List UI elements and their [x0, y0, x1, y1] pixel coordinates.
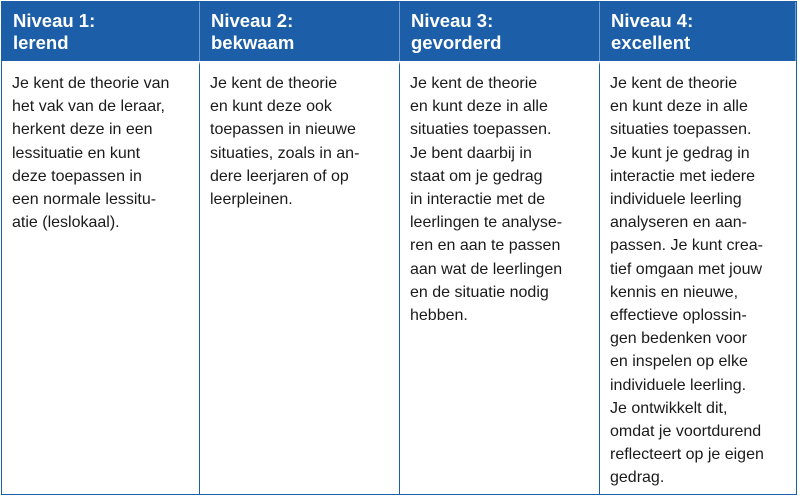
- header-niveau-4: [600, 2, 796, 61]
- body-line: interactie met iedere: [610, 167, 755, 185]
- body-line: en kunt deze in alle: [610, 98, 748, 116]
- body-line: een normale lessitu-: [12, 191, 157, 209]
- header-niveau-3: [400, 2, 600, 61]
- body-line: deze toepassen in: [12, 167, 142, 185]
- body-line: in interactie met de: [410, 191, 546, 209]
- body-line: dere leerjaren of op: [210, 167, 349, 185]
- body-line: lessituatie en kunt: [12, 144, 141, 162]
- header-niveau-4-name: excellent: [611, 32, 691, 53]
- body-line: gen bedenken voor: [610, 330, 747, 348]
- header-niveau-2: [200, 2, 400, 61]
- body-line: hebben.: [410, 307, 468, 325]
- levels-grid: [2, 2, 796, 494]
- body-line: Je kent de theorie: [210, 75, 338, 92]
- body-line: Je ontwikkelt dit,: [610, 399, 728, 417]
- body-line: individuele leerling.: [610, 376, 747, 394]
- body-line: Je kent de theorie: [610, 75, 738, 92]
- body-line: situaties, zoals in an-: [210, 144, 360, 162]
- levels-table: [1, 1, 797, 495]
- body-line: Je kent de theorie van: [12, 75, 170, 92]
- body-line: individuele leerling: [610, 191, 742, 209]
- body-line: kennis en nieuwe,: [610, 283, 739, 301]
- body-niveau-3: [400, 61, 600, 494]
- body-line: Je kent de theorie: [410, 75, 538, 92]
- header-niveau-3-label: Niveau 3:: [411, 10, 494, 31]
- body-line: analyseren en aan-: [610, 214, 747, 232]
- body-line: en de situatie nodig: [410, 283, 549, 301]
- body-line: ren en aan te passen: [410, 237, 561, 255]
- header-niveau-2-label: Niveau 2:: [211, 10, 294, 31]
- body-line: atie (leslokaal).: [12, 214, 120, 232]
- header-niveau-1-label: Niveau 1:: [13, 10, 96, 31]
- header-niveau-4-label: Niveau 4:: [611, 10, 694, 31]
- body-line: het vak van de leraar,: [12, 98, 165, 116]
- header-niveau-1-name: lerend: [13, 32, 69, 53]
- body-line: staat om je gedrag: [410, 167, 543, 185]
- body-niveau-2: [200, 61, 400, 494]
- header-niveau-1: [2, 2, 200, 61]
- body-line: leerlingen te analyse-: [410, 214, 563, 232]
- header-niveau-3-name: gevorderd: [411, 32, 502, 53]
- body-line: effectieve oplossin-: [610, 307, 747, 325]
- body-line: herkent deze in een: [12, 121, 153, 139]
- body-line: Je kunt je gedrag in: [610, 144, 750, 162]
- body-niveau-1: [2, 61, 200, 494]
- body-niveau-4: [600, 61, 796, 494]
- body-line: situaties toepassen.: [410, 121, 552, 139]
- body-line: Je bent daarbij in: [410, 144, 532, 162]
- body-line: situaties toepassen.: [610, 121, 752, 139]
- body-line: aan wat de leerlingen: [410, 260, 563, 278]
- body-line: en inspelen op elke: [610, 353, 748, 371]
- body-line: tief omgaan met jouw: [610, 260, 763, 278]
- body-line: en kunt deze ook: [210, 98, 332, 116]
- body-line: en kunt deze in alle: [410, 98, 548, 116]
- body-line: reflecteert op je eigen: [610, 446, 764, 464]
- body-line: gedrag.: [610, 469, 665, 487]
- body-line: toepassen in nieuwe: [210, 121, 356, 139]
- body-line: omdat je voortdurend: [610, 423, 762, 441]
- body-line: passen. Je kunt crea-: [610, 237, 763, 255]
- header-niveau-2-name: bekwaam: [211, 32, 295, 53]
- body-line: leerpleinen.: [210, 191, 293, 209]
